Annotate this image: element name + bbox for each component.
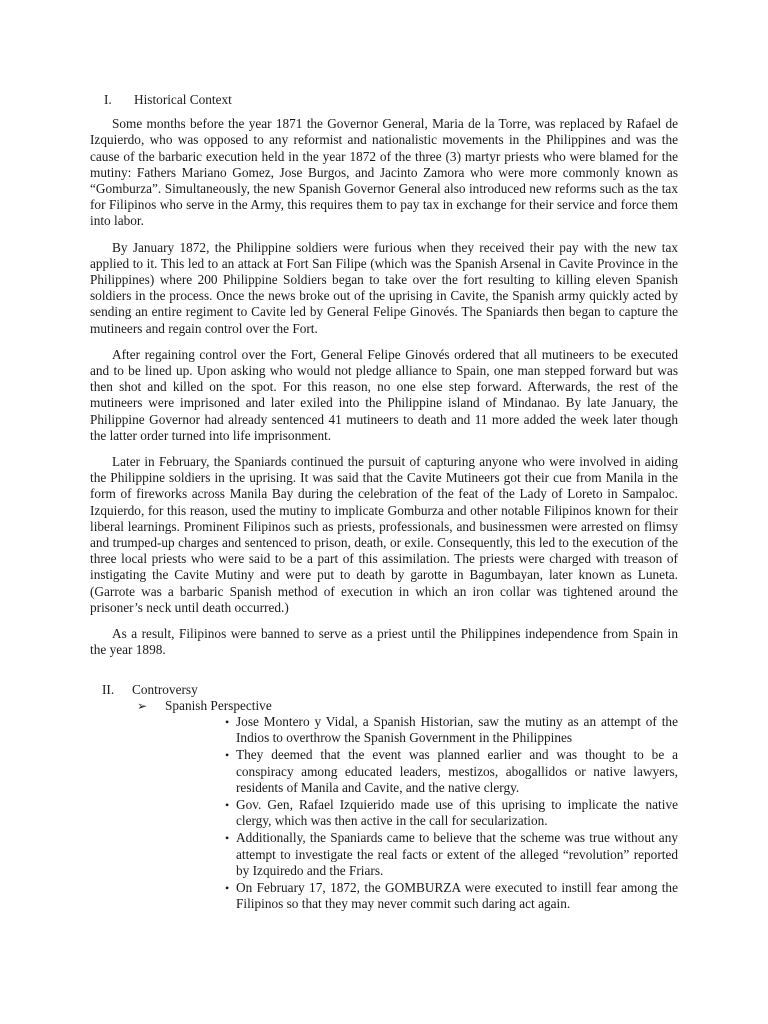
historical-context-body: [90, 116, 678, 658]
list-item: [225, 714, 678, 746]
arrow-bullet-icon: ➢: [137, 698, 148, 713]
list-item: [225, 747, 678, 796]
bullet-dot-icon: •: [225, 880, 230, 895]
controversy-section: [90, 682, 678, 913]
list-item: [225, 830, 678, 879]
list-item: [225, 797, 678, 829]
bullet-dot-icon: •: [225, 797, 230, 812]
section-number: II.: [102, 681, 115, 697]
document-page: [90, 92, 678, 913]
bullet-list: [90, 714, 678, 912]
section-number: I.: [104, 92, 112, 107]
list-item-text: Jose Montero y Vidal, a Spanish Historian, saw the mutiny as an attempt of the Indios to overthrow the Spanish Government in the Philippines: [236, 713, 678, 746]
section-title: Historical Context: [134, 92, 232, 107]
bullet-dot-icon: •: [225, 748, 230, 763]
section-heading-controversy: [90, 682, 678, 698]
list-item-text: Gov. Gen, Rafael Izquierido made use of this uprising to implicate the native clergy, which was then active in the call for secularization.: [236, 796, 678, 829]
bullet-dot-icon: •: [225, 714, 230, 729]
paragraph: Some months before the year 1871 the Governor General, Maria de la Torre, was replaced by Rafael de Izquierdo, who was opposed to any reformist and nationalistic movements in the Philippines and was the cause of the barbaric execution held in the year 1872 of the three (3) martyr priests who were blamed for the mutiny: Fathers Mariano Gomez, Jose Burgos, and Jacinto Zamora who were more commonly known as “Gomburza”. Simultaneously, the new Spanish Governor General also introduced new reforms such as the tax for Filipinos who serve in the Army, this requires them to pay tax in exchange for their service and force them into labor.: [90, 116, 678, 229]
list-item: [225, 880, 678, 912]
subheading-label: Spanish Perspective: [165, 697, 272, 713]
list-item-text: On February 17, 1872, the GOMBURZA were executed to instill fear among the Filipinos so that they may never commit such daring act again.: [236, 879, 678, 912]
list-item-text: Additionally, the Spaniards came to believe that the scheme was true without any attempt to investigate the real facts or extent of the alleged “revolution” reported by Izquiredo and the Friars.: [236, 830, 678, 878]
list-item-text: They deemed that the event was planned earlier and was thought to be a conspiracy among educated leaders, mestizos, abogallidos or native lawyers, residents of Manila and Cavite, and the native clergy.: [236, 747, 678, 795]
subheading-spanish-perspective: [137, 698, 678, 714]
paragraph: After regaining control over the Fort, General Felipe Ginovés ordered that all mutineers to be executed and to be lined up. Upon asking who would not pledge alliance to Spain, one man stepped forward but was then shot and killed on the spot. For this reason, no one else step forward. Afterwards, the rest of the mutineers were imprisoned and later exiled into the Philippine island of Mindanao. By late January, the Philippine Governor had already sentenced 41 mutineers to death and 11 more added the week later though the latter order turned into life imprisonment.: [90, 346, 678, 443]
paragraph: Later in February, the Spaniards continued the pursuit of capturing anyone who were involved in aiding the Philippine soldiers in the uprising. It was said that the Cavite Mutineers got their cue from Manila in the form of fireworks across Manila Bay during the celebration of the feat of the Lady of Loreto in Sampaloc. Izquierdo, for this reason, used the mutiny to implicate Gomburza and other notable Filipinos known for their liberal learnings. Prominent Filipinos such as priests, professionals, and businessmen were arrested on flimsy and trumped-up charges and sentenced to prison, death, or exile. Consequently, this led to the execution of the three local priests who were said to be a part of this assimilation. The priests were charged with treason of instigating the Cavite Mutiny and were put to death by garotte in Bagumbayan, later known as Luneta. (Garrote was a barbaric Spanish method of execution in which an iron collar was tightened around the prisoner’s neck until death occurred.): [90, 454, 678, 615]
paragraph: By January 1872, the Philippine soldiers were furious when they received their pay with the new tax applied to it. This led to an attack at Fort San Filipe (which was the Spanish Arsenal in Cavite Province in the Philippines) where 200 Philippine Soldiers began to take over the fort resulting to killing eleven Spanish soldiers in the process. Once the news broke out of the uprising in Cavite, the Spanish army quickly acted by sending an entire regiment to Cavite led by General Felipe Ginovés. The Spaniards then began to capture the mutineers and regain control over the Fort.: [90, 239, 678, 336]
section-title: Controversy: [132, 681, 198, 697]
paragraph: As a result, Filipinos were banned to serve as a priest until the Philippines independence from Spain in the year 1898.: [90, 626, 678, 658]
bullet-dot-icon: •: [225, 831, 230, 846]
section-heading-historical-context: [90, 92, 678, 108]
